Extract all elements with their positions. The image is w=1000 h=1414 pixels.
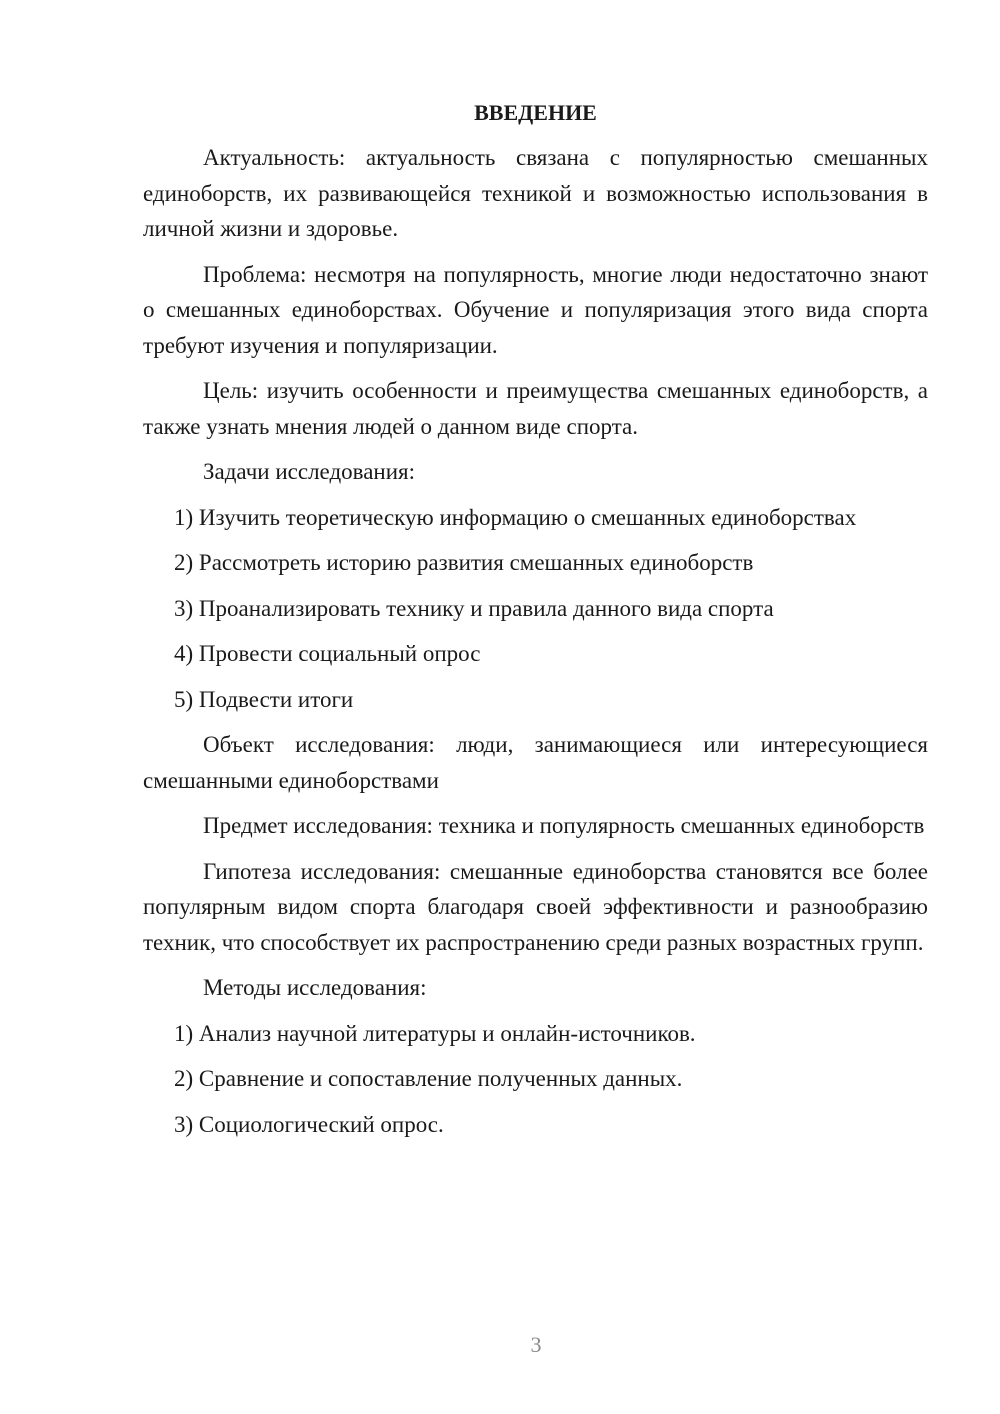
list-item: 2) Сравнение и сопоставление полученных данных.	[174, 1066, 683, 1091]
list-item: 1) Анализ научной литературы и онлайн-источников.	[174, 1020, 696, 1046]
document-body	[143, 95, 928, 1152]
subject-paragraph: Предмет исследования: техника и популярность смешанных единоборств	[203, 813, 925, 838]
page-title: ВВЕДЕНИЕ	[474, 100, 597, 125]
tasks-list	[143, 500, 928, 718]
list-item: 5) Подвести итоги	[174, 686, 354, 712]
object-paragraph: Объект исследования: люди, занимающиеся или интересующиеся смешанными единоборствами	[143, 732, 928, 793]
list-item: 3) Проанализировать технику и правила данного вида спорта	[174, 595, 774, 621]
hypothesis-paragraph: Гипотеза исследования: смешанные единоборства становятся все более популярным видом спорта благодаря своей эффективности и разнообразию техник, что способствует их распространению среди разных возрастных групп.	[143, 858, 928, 955]
list-item: 1) Изучить теоретическую информацию о смешанных единоборствах	[174, 504, 857, 530]
methods-list	[143, 1016, 928, 1143]
list-item: 4) Провести социальный опрос	[174, 641, 481, 666]
problem-paragraph: Проблема: несмотря на популярность, многие люди недостаточно знают о смешанных единоборствах. Обучение и популяризация этого вида спорта требуют изучения и популяризации.	[143, 261, 928, 358]
tasks-heading: Задачи исследования:	[203, 459, 416, 484]
list-item: 3) Социологический опрос.	[174, 1111, 444, 1137]
page-number: 3	[530, 1332, 542, 1357]
methods-heading: Методы исследования:	[203, 975, 427, 1000]
list-item: 2) Рассмотреть историю развития смешанных единоборств	[174, 550, 754, 575]
relevance-paragraph: Актуальность: актуальность связана с популярностью смешанных единоборств, их развивающейся техникой и возможностью использования в личной жизни и здоровье.	[143, 145, 928, 241]
goal-paragraph: Цель: изучить особенности и преимущества смешанных единоборств, а также узнать мнения людей о данном виде спорта.	[143, 378, 928, 439]
